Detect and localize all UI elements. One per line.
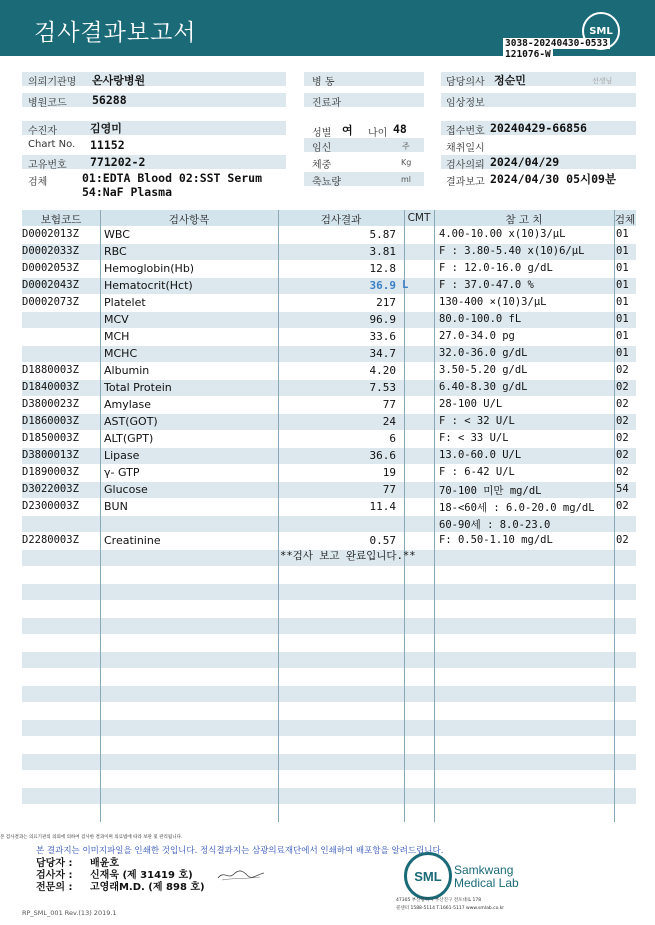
row-result: 3.81	[369, 245, 396, 258]
row-code: D2300003Z	[22, 500, 79, 512]
col-item-header: 검사항목	[168, 214, 210, 226]
row-flag: L	[402, 279, 409, 291]
lab-name-line2: Medical Lab	[454, 876, 519, 890]
row-result: 7.53	[369, 381, 396, 394]
row-result: 0.57	[369, 534, 396, 547]
row-code: D1860003Z	[22, 415, 79, 427]
row-code: D0002013Z	[22, 228, 79, 240]
chart-label: Chart No.	[28, 139, 76, 150]
report-label: 결과보고	[446, 177, 485, 188]
patient-label: 수진자	[28, 126, 57, 137]
row-item: Hemoglobin(Hb)	[104, 262, 195, 275]
staff-label-examiner: 검사자 :	[36, 870, 73, 881]
row-item: MCHC	[104, 347, 138, 360]
row-reference: 32.0-36.0 g/dL	[439, 347, 528, 359]
doctor-value: 정순민	[494, 74, 526, 87]
row-code: D1840003Z	[22, 381, 79, 393]
row-specimen: 01	[616, 245, 629, 257]
col-code-header: 보험코드	[40, 214, 82, 226]
urine-label: 축뇨량	[312, 177, 341, 188]
row-reference: 130-400 ×(10)3/µL	[439, 296, 547, 308]
column-divider	[100, 210, 101, 822]
clinic-code-label: 병원코드	[28, 98, 67, 109]
row-specimen: 02	[616, 534, 629, 546]
row-code: D3800013Z	[22, 449, 79, 461]
weight-label: 체중	[312, 160, 332, 171]
row-code: D1850003Z	[22, 432, 79, 444]
staff-label-manager: 담당자 :	[36, 858, 73, 869]
fine-print: 본 검사결과는 의료기관의 의뢰에 의하여 검사한 결과이며 의료법에 따라 보관 및 관리됩니다.	[0, 835, 183, 840]
row-item: Total Protein	[104, 381, 172, 394]
receipt-label: 접수번호	[446, 126, 485, 137]
row-code: D0002073Z	[22, 296, 79, 308]
row-specimen: 01	[616, 296, 629, 308]
row-reference: 80.0-100.0 fL	[439, 313, 522, 325]
row-reference: F : 3.80-5.40 x(10)6/µL	[439, 245, 585, 257]
chart-value: 11152	[90, 138, 125, 152]
table-row-bg	[22, 652, 636, 668]
row-reference: 60-90세 : 8.0-23.0	[439, 519, 551, 531]
row-specimen: 02	[616, 449, 629, 461]
row-reference: 27.0-34.0 pg	[439, 330, 515, 342]
row-specimen: 02	[616, 466, 629, 478]
lab-name-line1: Samkwang	[454, 863, 514, 877]
row-specimen: 02	[616, 398, 629, 410]
report-value: 2024/04/30 05시09분	[490, 172, 617, 186]
row-result: 24	[382, 415, 396, 428]
column-divider	[434, 210, 435, 822]
clinic-label: 의뢰기관명	[28, 77, 77, 88]
staff-name-specialist: 고영래M.D. (제 898 호)	[90, 882, 205, 893]
row-result: 11.4	[369, 500, 396, 513]
row-item: MCV	[104, 313, 129, 326]
report-title: 검사결과보고서	[34, 20, 197, 46]
form-number: RP_SML_001 Rev.(13) 2019.1	[22, 909, 117, 917]
col-ref-header: 참 고 치	[505, 214, 543, 226]
staff-label-specialist: 전문의 :	[36, 882, 73, 893]
row-code: D2280003Z	[22, 534, 79, 546]
row-item: AST(GOT)	[104, 415, 158, 428]
report-end-text: **검사 보고 완료입니다.**	[280, 550, 416, 562]
column-divider	[278, 210, 279, 822]
receipt-value: 20240429-66856	[490, 121, 587, 135]
clinical-info-label: 임상정보	[446, 98, 485, 109]
staff-name-examiner: 신재욱 (제 31419 호)	[90, 870, 193, 881]
row-result: 4.20	[369, 364, 396, 377]
row-result: 77	[382, 398, 396, 411]
specimen-label: 검체	[28, 177, 48, 188]
column-divider	[404, 210, 405, 822]
row-reference: 13.0-60.0 U/L	[439, 449, 522, 461]
row-specimen: 02	[616, 500, 629, 512]
row-item: Creatinine	[104, 534, 161, 547]
row-reference: F : 12.0-16.0 g/dL	[439, 262, 553, 274]
row-specimen: 02	[616, 364, 629, 376]
row-specimen: 02	[616, 432, 629, 444]
row-item: MCH	[104, 330, 130, 343]
table-row-bg	[22, 720, 636, 736]
table-row-bg	[22, 754, 636, 770]
doctor-label: 담당의사	[446, 77, 485, 88]
table-row-bg	[22, 788, 636, 804]
row-reference: 70-100 미만 mg/dL	[439, 485, 542, 497]
row-reference: 6.40-8.30 g/dL	[439, 381, 528, 393]
weight-unit: Kg	[401, 158, 412, 167]
row-item: ALT(GPT)	[104, 432, 154, 445]
row-item: BUN	[104, 500, 128, 513]
samkwang-logo-icon: SML	[404, 852, 452, 900]
row-result: 19	[382, 466, 396, 479]
sex-label: 성별	[312, 128, 332, 139]
row-specimen: 02	[616, 415, 629, 427]
row-result: 217	[376, 296, 396, 309]
report-code-2: 121076-W	[505, 49, 551, 60]
pregnancy-label: 임신	[312, 143, 332, 154]
clinic-code-value: 56288	[92, 93, 127, 107]
specimen-value-1: 01:EDTA Blood 02:SST Serum	[82, 171, 263, 185]
info-bar	[22, 121, 286, 135]
lab-name	[454, 864, 519, 890]
row-code: D0002053Z	[22, 262, 79, 274]
urine-unit: ml	[401, 175, 412, 184]
row-item: γ- GTP	[104, 466, 140, 479]
row-result: 36.6	[369, 449, 396, 462]
row-reference: 18-<60세 : 6.0-20.0 mg/dL	[439, 502, 595, 514]
row-code: D3800023Z	[22, 398, 79, 410]
signature-icon	[216, 868, 266, 882]
col-result-header: 검사결과	[320, 214, 362, 226]
row-specimen: 02	[616, 381, 629, 393]
row-reference: F : 37.0-47.0 %	[439, 279, 534, 291]
clinic-value: 온사랑병원	[92, 74, 146, 87]
ward-label: 병 동	[312, 77, 335, 88]
row-item: RBC	[104, 245, 127, 258]
row-code: D3022003Z	[22, 483, 79, 495]
row-specimen: 01	[616, 347, 629, 359]
row-result: 77	[382, 483, 396, 496]
row-reference: 4.00-10.00 x(10)3/µL	[439, 228, 566, 240]
table-row-bg	[22, 584, 636, 600]
row-specimen: 54	[616, 483, 629, 495]
specimen-value-2: 54:NaF Plasma	[82, 185, 173, 199]
age-label: 나이	[368, 128, 388, 139]
request-value: 2024/04/29	[490, 155, 560, 169]
row-result: 5.87	[369, 228, 396, 241]
row-specimen: 01	[616, 262, 629, 274]
image-print-warning: 본 결과지는 이미지파일을 인쇄한 것입니다. 정식결과지는 삼광의료재단에서 인쇄하여 배포함을 알려드립니다.	[36, 846, 444, 856]
row-result: 36.9	[369, 279, 396, 292]
column-divider	[614, 210, 615, 822]
col-spec-header: 검체	[614, 214, 636, 226]
patient-value: 김영미	[90, 122, 122, 135]
lab-address: 47305 부산광역시 부산진구 전포대로 178	[396, 898, 482, 903]
row-reference: F: 0.50-1.10 mg/dL	[439, 534, 553, 546]
collect-label: 채취일시	[446, 143, 485, 154]
row-code: D0002033Z	[22, 245, 79, 257]
row-result: 34.7	[369, 347, 396, 360]
staff-name-manager: 배윤호	[90, 858, 119, 869]
sml-logo-icon: SML	[582, 12, 620, 50]
row-specimen: 01	[616, 279, 629, 291]
row-result: 33.6	[369, 330, 396, 343]
row-reference: F : 6-42 U/L	[439, 466, 515, 478]
row-item: Amylase	[104, 398, 152, 411]
request-label: 검사의뢰	[446, 160, 485, 171]
row-specimen: 01	[616, 330, 629, 342]
row-item: Lipase	[104, 449, 140, 462]
table-row-bg	[22, 686, 636, 702]
row-code: D0002043Z	[22, 279, 79, 291]
id-label: 고유번호	[28, 160, 67, 171]
row-result: 12.8	[369, 262, 396, 275]
pregnancy-unit: 주	[402, 142, 410, 151]
id-value: 771202-2	[90, 155, 146, 169]
lab-contact: 콜센터 1588-5114 T.1661-5117 www.smlab.co.kr	[396, 906, 505, 911]
row-result: 96.9	[369, 313, 396, 326]
sex-value: 여	[342, 124, 353, 137]
row-reference: 3.50-5.20 g/dL	[439, 364, 528, 376]
row-reference: F : < 32 U/L	[439, 415, 515, 427]
row-result: 6	[389, 432, 396, 445]
row-item: Hematocrit(Hct)	[104, 279, 193, 292]
row-item: Glucose	[104, 483, 148, 496]
report-code-1: 3038-20240430-0533	[505, 38, 608, 49]
row-specimen: 01	[616, 313, 629, 325]
row-specimen: 01	[616, 228, 629, 240]
table-row-bg	[22, 618, 636, 634]
doctor-suffix: 선생님	[592, 77, 613, 85]
row-item: Platelet	[104, 296, 146, 309]
col-cmt-header: CMT	[407, 212, 431, 224]
row-item: WBC	[104, 228, 130, 241]
row-reference: 28-100 U/L	[439, 398, 503, 410]
dept-label: 진료과	[312, 98, 341, 109]
row-code: D1890003Z	[22, 466, 79, 478]
row-code: D1880003Z	[22, 364, 79, 376]
row-reference: F: < 33 U/L	[439, 432, 509, 444]
row-item: Albumin	[104, 364, 150, 377]
age-value: 48	[393, 122, 407, 136]
